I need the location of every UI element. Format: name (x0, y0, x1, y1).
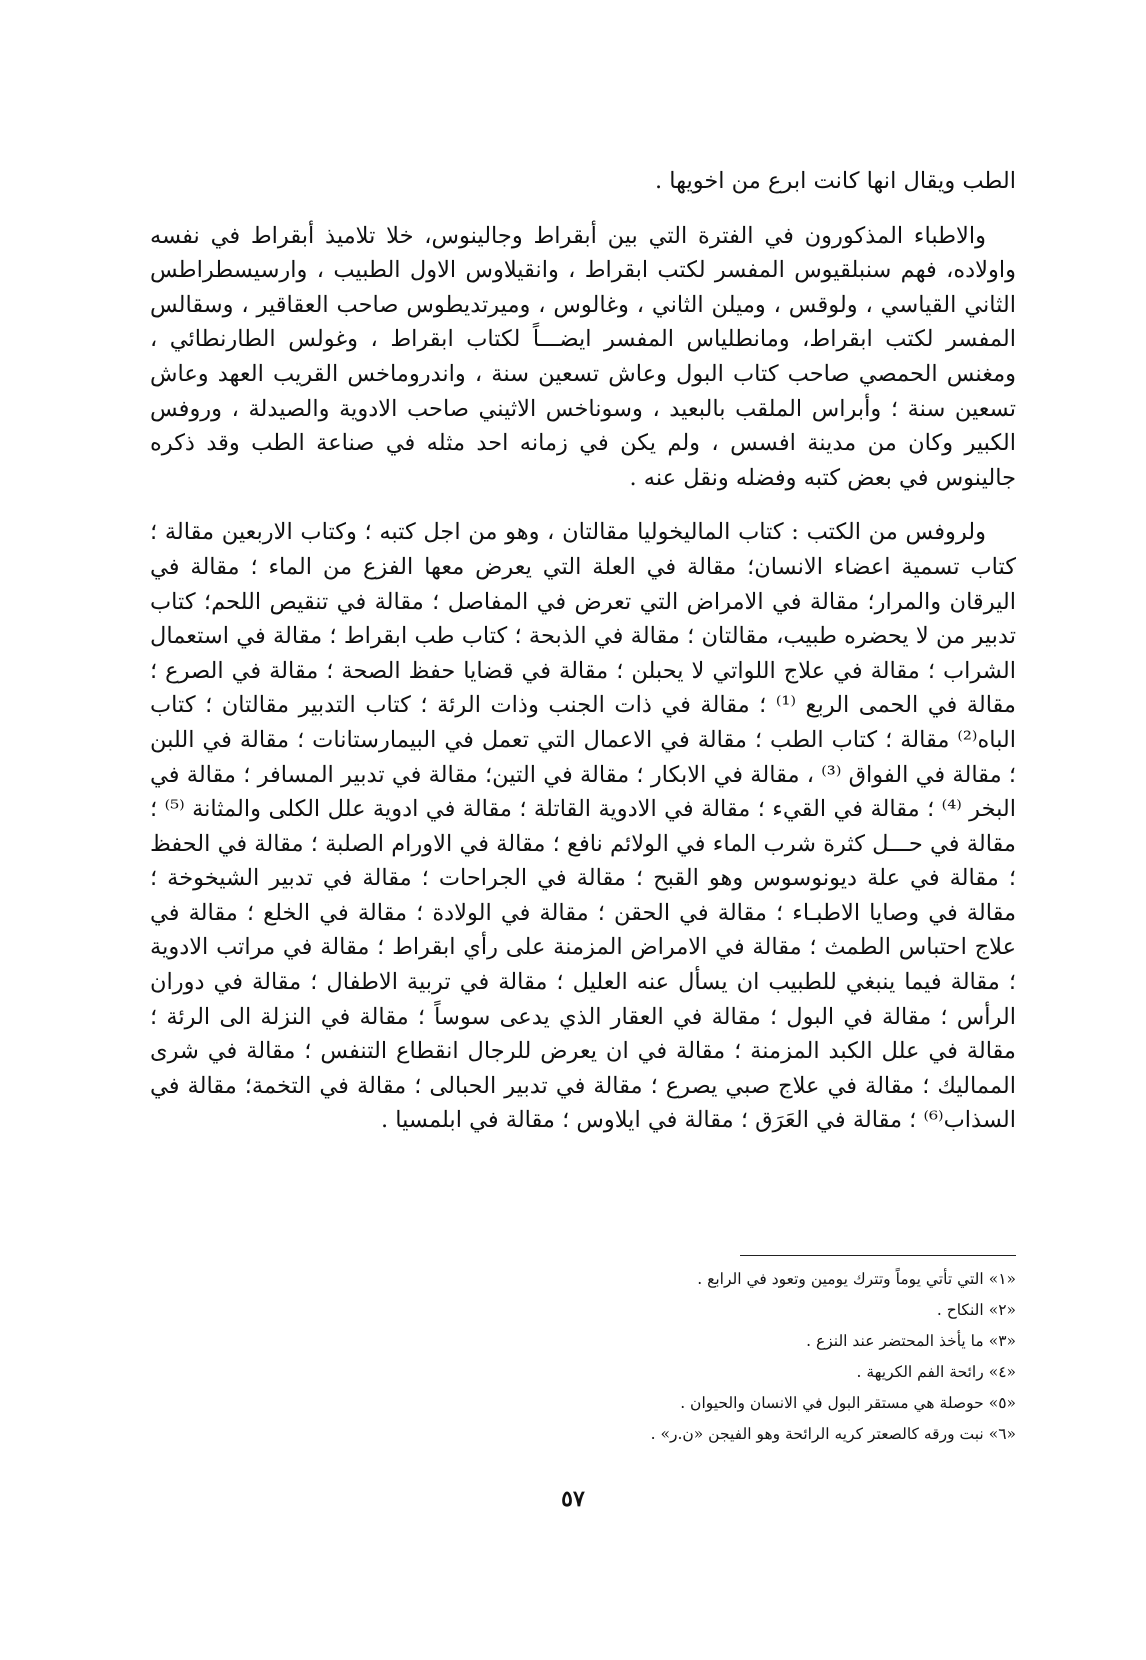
footnote-3 (520, 1326, 1016, 1357)
footnote-6 (520, 1419, 1016, 1450)
footnote-4 (520, 1357, 1016, 1388)
paragraph-rufus-books: ولروفس من الكتب : كتاب الماليخوليا مقالتان ، وهو من اجل كتبه ؛ وكتاب الاربعين مقالة ؛ كتاب تسمية اعضاء الانسان؛ مقالة في العلة التي يعرض معها الفزع من الماء ؛ مقالة في اليرقان والمرار؛ مقالة في الامراض التي تعرض في المفاصل ؛ مقالة في تنقيص اللحم؛ كتاب تدبير من لا يحضره طبيب، مقالتان ؛ مقالة في الذبحة ؛ كتاب طب ابقراط ؛ مقالة في استعمال الشراب ؛ مقالة في علاج اللواتي لا يحبلن ؛ مقالة في قضايا حفظ الصحة ؛ مقالة في الصرع ؛ مقالة في الحمى الربع ⁽¹⁾ ؛ مقالة في ذات الجنب وذات الرئة ؛ كتاب التدبير مقالتان ؛ كتاب الباه⁽²⁾ مقالة ؛ كتاب الطب ؛ مقالة في الاعمال التي تعمل في البيمارستانات ؛ مقالة في اللبن ؛ مقالة في الفواق ⁽³⁾ ، مقالة في الابكار ؛ مقالة في التين؛ مقالة في تدبير المسافر ؛ مقالة في البخر ⁽⁴⁾ ؛ مقالة في القيء ؛ مقالة في الادوية القاتلة ؛ مقالة في ادوية علل الكلى والمثانة ⁽⁵⁾ ؛ مقالة في حـــل كثرة شرب الماء في الولائم نافع ؛ مقالة في الاورام الصلبة ؛ مقالة في الحفظ ؛ مقالة في علة ديونوسوس وهو القبح ؛ مقالة في الجراحات ؛ مقالة في تدبير الشيخوخة ؛ مقالة في وصايا الاطبـاء ؛ مقالة في الحقن ؛ مقالة في الولادة ؛ مقالة في الخلع ؛ مقالة في علاج احتباس الطمث ؛ مقالة في الامراض المزمنة على رأي ابقراط ؛ مقالة في مراتب الادوية ؛ مقالة فيما ينبغي للطبيب ان يسأل عنه العليل ؛ مقالة في تربية الاطفال ؛ مقالة في دوران الرأس ؛ مقالة في البول ؛ مقالة في العقار الذي يدعى سوساً ؛ مقالة في النزلة الى الرئة ؛ مقالة في علل الكبد المزمنة ؛ مقالة في ان يعرض للرجال انقطاع التنفس ؛ مقالة في شرى المماليك ؛ مقالة في علاج صبي يصرع ؛ مقالة في تدبير الحبالى ؛ مقالة في التخمة؛ مقالة في السذاب⁽⁶⁾ ؛ مقالة في العَرَق ؛ مقالة في ايلاوس ؛ مقالة في ابلمسيا . (150, 519, 1017, 1134)
footnote-text: حوصلة هي مستقر البول في الانسان والحيوان . (680, 1394, 984, 1412)
paragraph-physicians: والاطباء المذكورون في الفترة التي بين أبقراط وجالينوس، خلا تلاميذ أبقراط في نفسه واولاده، فهم سنبلقيوس المفسر لكتب ابقراط ، وانقيلاوس الاول الطبيب ، وارسيسطراطس الثاني القياسي ، ولوقس ، وميلن الثاني ، وغالوس ، وميرتديطوس صاحب العقاقير ، وسقالس المفسر لكتب ابقراط، ومانطلياس المفسر ايضـــاً لكتاب ابقراط ، وغولس الطارنطائي ، ومغنس الحمصي صاحب كتاب البول وعاش تسعين سنة ، واندروماخس القريب العهد وعاش تسعين سنة ؛ وأبراس الملقب بالبعيد ، وسوناخس الاثيني صاحب الادوية والصيدلة ، وروفس الكبير وكان من مدينة افسس ، ولم يكن في زمانه احد مثله في صناعة الطب وقد ذكره جالينوس في بعض كتبه وفضله ونقل عنه . (150, 222, 1016, 491)
footnote-text: ما يأخذ المحتضر عند النزع . (806, 1332, 984, 1350)
footnote-text: نبت ورقه كالصعتر كريه الرائحة وهو الفيجن «ن.ر» . (650, 1425, 984, 1443)
footnote-number: «٣» (988, 1332, 1016, 1350)
footnote-2 (520, 1295, 1016, 1326)
footnote-number: «٦» (988, 1425, 1016, 1443)
paragraph-continuation: الطب ويقال انها كانت ابرع من اخويها . (654, 168, 1016, 194)
footnote-1 (520, 1264, 1016, 1295)
footnote-number: «٥» (988, 1394, 1016, 1412)
footnote-separator (740, 1255, 1016, 1256)
main-text (150, 164, 1016, 1138)
footnotes (520, 1264, 1016, 1450)
footnote-number: «٤» (988, 1363, 1016, 1381)
footnote-text: النكاح . (936, 1301, 984, 1319)
page-number: ٥٧ (561, 1486, 585, 1512)
footnote-number: «١» (988, 1270, 1016, 1288)
footnote-number: «٢» (988, 1301, 1016, 1319)
footnote-text: رائحة الفم الكريهة . (856, 1363, 984, 1381)
footnote-text: التي تأتي يوماً وتترك يومين وتعود في الرابع . (697, 1270, 984, 1288)
footnote-5 (520, 1388, 1016, 1419)
